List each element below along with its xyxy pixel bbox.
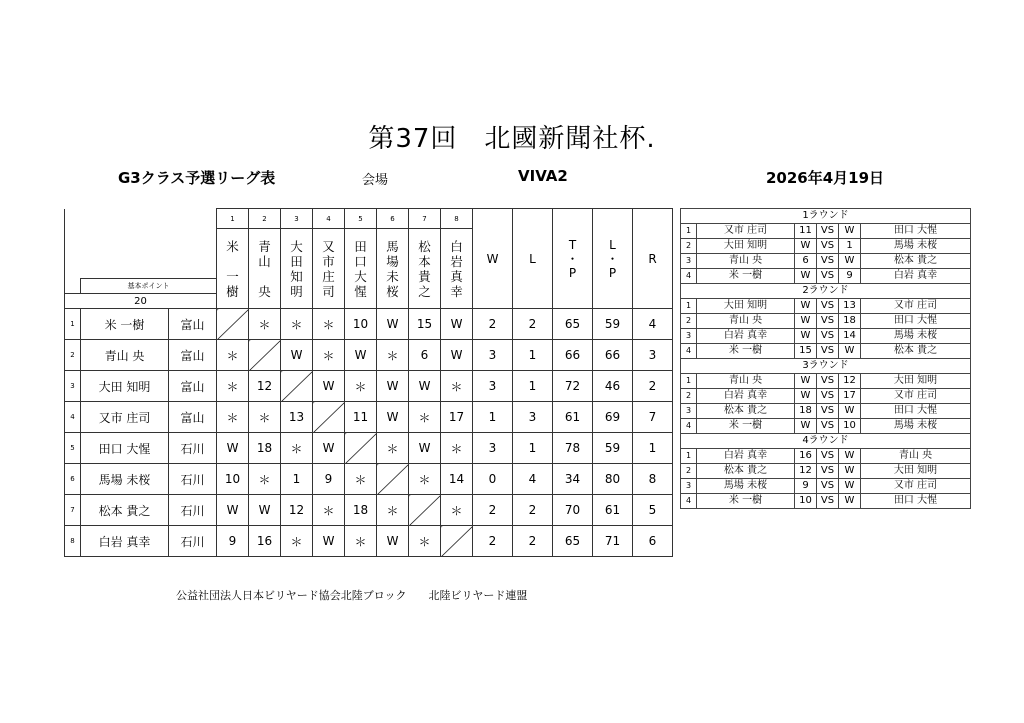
round-label: 4ラウンド [681, 434, 971, 449]
result-cell: W [345, 340, 377, 371]
stat-tp: 34 [553, 464, 593, 495]
result-cell: W [281, 340, 313, 371]
result-cell [249, 340, 281, 371]
match-row [681, 269, 971, 284]
match-row [681, 224, 971, 239]
match-number: 1 [681, 299, 697, 314]
stat-lp: 46 [593, 371, 633, 402]
event-date: 2026年4月19日 [766, 169, 885, 187]
match-player2: 松本 貴之 [861, 344, 971, 359]
stat-l: 2 [513, 526, 553, 557]
match-number: 4 [681, 419, 697, 434]
result-cell: ＊ [249, 464, 281, 495]
result-cell: ＊ [377, 495, 409, 526]
col-player-name: 青 山 央 [249, 229, 281, 309]
player-row [65, 464, 673, 495]
result-cell: ＊ [249, 402, 281, 433]
col-number: 1 [217, 209, 249, 229]
result-cell: ＊ [441, 371, 473, 402]
stat-tp: 61 [553, 402, 593, 433]
match-vs: VS [817, 254, 839, 269]
stat-header: T ・ P [553, 209, 593, 309]
result-cell: W [377, 371, 409, 402]
footer-organizers: 公益社団法人日本ビリヤード協会北陸ブロック 北陸ビリヤード連盟 [176, 589, 528, 602]
match-vs: VS [817, 479, 839, 494]
result-cell: ＊ [377, 433, 409, 464]
match-score1: 15 [795, 344, 817, 359]
player-row [65, 526, 673, 557]
match-row [681, 494, 971, 509]
match-score1: W [795, 329, 817, 344]
result-cell: ＊ [313, 340, 345, 371]
result-cell: W [313, 526, 345, 557]
match-score1: 12 [795, 464, 817, 479]
stat-w: 3 [473, 340, 513, 371]
col-number: 3 [281, 209, 313, 229]
match-player2: 大田 知明 [861, 374, 971, 389]
col-player-name: 田 口 大 惺 [345, 229, 377, 309]
match-number: 2 [681, 464, 697, 479]
match-row [681, 314, 971, 329]
player-number: 2 [65, 340, 81, 371]
match-vs: VS [817, 404, 839, 419]
player-name: 松本 貴之 [81, 495, 169, 526]
base-point-value: 20 [65, 294, 217, 309]
page-title: 第37回 北國新聞社杯. [368, 124, 656, 154]
player-prefecture: 石川 [169, 526, 217, 557]
result-cell: ＊ [313, 495, 345, 526]
match-score2: W [839, 224, 861, 239]
result-cell: W [377, 526, 409, 557]
result-cell [217, 309, 249, 340]
player-name: 米 一樹 [81, 309, 169, 340]
result-cell: W [217, 433, 249, 464]
player-prefecture: 富山 [169, 371, 217, 402]
result-cell: 9 [217, 526, 249, 557]
player-row [65, 340, 673, 371]
result-cell: 18 [345, 495, 377, 526]
match-player2: 又市 庄司 [861, 479, 971, 494]
league-table [64, 208, 673, 557]
stat-lp: 69 [593, 402, 633, 433]
match-row [681, 239, 971, 254]
stat-l: 1 [513, 340, 553, 371]
stat-l: 2 [513, 495, 553, 526]
header-corner [65, 209, 217, 279]
match-score1: W [795, 374, 817, 389]
rounds-table [680, 208, 971, 509]
player-row [65, 309, 673, 340]
match-number: 1 [681, 374, 697, 389]
player-row [65, 371, 673, 402]
match-player2: 田口 大惺 [861, 224, 971, 239]
match-player1: 米 一樹 [697, 494, 795, 509]
player-name: 青山 央 [81, 340, 169, 371]
match-row [681, 299, 971, 314]
match-score1: 6 [795, 254, 817, 269]
match-player2: 又市 庄司 [861, 389, 971, 404]
col-number: 4 [313, 209, 345, 229]
match-row [681, 449, 971, 464]
match-player2: 又市 庄司 [861, 299, 971, 314]
col-number: 2 [249, 209, 281, 229]
stat-r: 6 [633, 526, 673, 557]
match-score1: 10 [795, 494, 817, 509]
base-point-label: 基本ポイント [81, 279, 217, 294]
stat-header: R [633, 209, 673, 309]
match-score2: 10 [839, 419, 861, 434]
result-cell: W [377, 309, 409, 340]
result-cell [377, 464, 409, 495]
match-row [681, 254, 971, 269]
result-cell [313, 402, 345, 433]
stat-tp: 70 [553, 495, 593, 526]
match-number: 3 [681, 479, 697, 494]
stat-w: 3 [473, 433, 513, 464]
result-cell: W [409, 371, 441, 402]
match-player2: 田口 大惺 [861, 314, 971, 329]
col-player-name: 白 岩 真 幸 [441, 229, 473, 309]
match-vs: VS [817, 464, 839, 479]
match-row [681, 344, 971, 359]
match-number: 4 [681, 494, 697, 509]
match-score2: 1 [839, 239, 861, 254]
player-number: 8 [65, 526, 81, 557]
match-player2: 青山 央 [861, 449, 971, 464]
col-player-name: 松 本 貴 之 [409, 229, 441, 309]
result-cell: 12 [281, 495, 313, 526]
match-score2: 17 [839, 389, 861, 404]
match-player1: 米 一樹 [697, 419, 795, 434]
match-player1: 松本 貴之 [697, 404, 795, 419]
stat-r: 7 [633, 402, 673, 433]
player-prefecture: 富山 [169, 309, 217, 340]
match-player1: 又市 庄司 [697, 224, 795, 239]
match-player1: 青山 央 [697, 374, 795, 389]
result-cell: 11 [345, 402, 377, 433]
round-label: 3ラウンド [681, 359, 971, 374]
result-cell: 14 [441, 464, 473, 495]
result-cell: ＊ [377, 340, 409, 371]
player-number: 5 [65, 433, 81, 464]
match-score2: W [839, 344, 861, 359]
stat-tp: 78 [553, 433, 593, 464]
result-cell: ＊ [345, 371, 377, 402]
match-player1: 白岩 真幸 [697, 389, 795, 404]
player-number: 6 [65, 464, 81, 495]
match-player1: 馬場 未桜 [697, 479, 795, 494]
result-cell: ＊ [281, 526, 313, 557]
stat-lp: 59 [593, 309, 633, 340]
result-cell: W [441, 309, 473, 340]
match-row [681, 479, 971, 494]
stat-r: 4 [633, 309, 673, 340]
round-label: 2ラウンド [681, 284, 971, 299]
result-cell: ＊ [409, 464, 441, 495]
match-row [681, 404, 971, 419]
match-vs: VS [817, 299, 839, 314]
match-row [681, 374, 971, 389]
stat-tp: 72 [553, 371, 593, 402]
stat-r: 8 [633, 464, 673, 495]
match-score1: W [795, 269, 817, 284]
result-cell: W [441, 340, 473, 371]
stat-w: 0 [473, 464, 513, 495]
match-player2: 田口 大惺 [861, 404, 971, 419]
match-vs: VS [817, 494, 839, 509]
match-score1: 9 [795, 479, 817, 494]
stat-r: 1 [633, 433, 673, 464]
spacer [65, 279, 81, 294]
stat-w: 2 [473, 526, 513, 557]
match-number: 3 [681, 254, 697, 269]
stat-w: 1 [473, 402, 513, 433]
stat-header: L ・ P [593, 209, 633, 309]
player-number: 7 [65, 495, 81, 526]
result-cell: 12 [249, 371, 281, 402]
match-player1: 大田 知明 [697, 239, 795, 254]
match-player2: 白岩 真幸 [861, 269, 971, 284]
match-number: 3 [681, 329, 697, 344]
stat-w: 2 [473, 495, 513, 526]
match-score1: 18 [795, 404, 817, 419]
match-number: 1 [681, 449, 697, 464]
match-number: 2 [681, 314, 697, 329]
match-vs: VS [817, 419, 839, 434]
result-cell: 18 [249, 433, 281, 464]
stat-r: 5 [633, 495, 673, 526]
stat-r: 3 [633, 340, 673, 371]
match-number: 1 [681, 224, 697, 239]
match-score2: W [839, 494, 861, 509]
match-player1: 青山 央 [697, 314, 795, 329]
result-cell: ＊ [409, 526, 441, 557]
result-cell: ＊ [313, 309, 345, 340]
result-cell: ＊ [441, 433, 473, 464]
match-score2: W [839, 479, 861, 494]
col-player-name: 大 田 知 明 [281, 229, 313, 309]
player-prefecture: 石川 [169, 495, 217, 526]
match-score2: W [839, 404, 861, 419]
match-vs: VS [817, 389, 839, 404]
match-vs: VS [817, 269, 839, 284]
stat-tp: 66 [553, 340, 593, 371]
match-row [681, 389, 971, 404]
result-cell: 9 [313, 464, 345, 495]
stat-lp: 66 [593, 340, 633, 371]
result-cell: ＊ [409, 402, 441, 433]
match-score2: W [839, 254, 861, 269]
player-name: 馬場 未桜 [81, 464, 169, 495]
player-row [65, 402, 673, 433]
match-player1: 松本 貴之 [697, 464, 795, 479]
match-score2: 13 [839, 299, 861, 314]
match-vs: VS [817, 239, 839, 254]
match-number: 2 [681, 239, 697, 254]
stat-w: 3 [473, 371, 513, 402]
result-cell: W [217, 495, 249, 526]
match-score2: 18 [839, 314, 861, 329]
stat-l: 3 [513, 402, 553, 433]
player-number: 1 [65, 309, 81, 340]
col-player-name: 米 一 樹 [217, 229, 249, 309]
result-cell: 13 [281, 402, 313, 433]
match-vs: VS [817, 449, 839, 464]
match-player2: 大田 知明 [861, 464, 971, 479]
match-player2: 馬場 未桜 [861, 239, 971, 254]
col-player-name: 又 市 庄 司 [313, 229, 345, 309]
stat-header: W [473, 209, 513, 309]
stat-l: 1 [513, 433, 553, 464]
player-row [65, 433, 673, 464]
stat-tp: 65 [553, 309, 593, 340]
result-cell: ＊ [441, 495, 473, 526]
match-player2: 田口 大惺 [861, 494, 971, 509]
col-number: 7 [409, 209, 441, 229]
player-name: 大田 知明 [81, 371, 169, 402]
match-number: 2 [681, 389, 697, 404]
match-row [681, 419, 971, 434]
stat-lp: 59 [593, 433, 633, 464]
result-cell [345, 433, 377, 464]
match-player1: 青山 央 [697, 254, 795, 269]
match-number: 4 [681, 269, 697, 284]
match-score2: W [839, 449, 861, 464]
class-title: G3クラス予選リーグ表 [118, 169, 276, 187]
player-name: 田口 大惺 [81, 433, 169, 464]
match-score2: W [839, 464, 861, 479]
match-score1: 11 [795, 224, 817, 239]
venue-label: 会場 [362, 173, 389, 188]
match-player1: 白岩 真幸 [697, 449, 795, 464]
col-player-name: 馬 場 未 桜 [377, 229, 409, 309]
match-player1: 米 一樹 [697, 269, 795, 284]
stat-r: 2 [633, 371, 673, 402]
match-number: 3 [681, 404, 697, 419]
stat-lp: 71 [593, 526, 633, 557]
player-name: 白岩 真幸 [81, 526, 169, 557]
stat-header: L [513, 209, 553, 309]
result-cell [441, 526, 473, 557]
player-prefecture: 石川 [169, 464, 217, 495]
match-score1: W [795, 419, 817, 434]
stat-l: 4 [513, 464, 553, 495]
match-score2: 12 [839, 374, 861, 389]
result-cell: 10 [345, 309, 377, 340]
match-score1: W [795, 389, 817, 404]
result-cell: 1 [281, 464, 313, 495]
match-row [681, 464, 971, 479]
player-name: 又市 庄司 [81, 402, 169, 433]
stat-lp: 80 [593, 464, 633, 495]
result-cell: W [409, 433, 441, 464]
col-number: 5 [345, 209, 377, 229]
player-prefecture: 富山 [169, 340, 217, 371]
stat-l: 1 [513, 371, 553, 402]
result-cell: ＊ [345, 526, 377, 557]
match-score2: 9 [839, 269, 861, 284]
result-cell: ＊ [281, 433, 313, 464]
match-score1: W [795, 239, 817, 254]
player-prefecture: 石川 [169, 433, 217, 464]
result-cell [409, 495, 441, 526]
result-cell: 16 [249, 526, 281, 557]
round-label: 1ラウンド [681, 209, 971, 224]
player-number: 3 [65, 371, 81, 402]
match-player2: 松本 貴之 [861, 254, 971, 269]
result-cell: 6 [409, 340, 441, 371]
match-vs: VS [817, 374, 839, 389]
match-vs: VS [817, 329, 839, 344]
match-player1: 白岩 真幸 [697, 329, 795, 344]
match-vs: VS [817, 314, 839, 329]
col-number: 8 [441, 209, 473, 229]
result-cell: W [377, 402, 409, 433]
result-cell: 15 [409, 309, 441, 340]
match-player1: 大田 知明 [697, 299, 795, 314]
match-player2: 馬場 未桜 [861, 419, 971, 434]
player-number: 4 [65, 402, 81, 433]
result-cell: ＊ [217, 402, 249, 433]
stat-w: 2 [473, 309, 513, 340]
match-player1: 米 一樹 [697, 344, 795, 359]
result-cell: ＊ [249, 309, 281, 340]
player-row [65, 495, 673, 526]
match-vs: VS [817, 224, 839, 239]
col-number: 6 [377, 209, 409, 229]
player-prefecture: 富山 [169, 402, 217, 433]
result-cell: 17 [441, 402, 473, 433]
result-cell: ＊ [345, 464, 377, 495]
match-score1: W [795, 314, 817, 329]
stat-tp: 65 [553, 526, 593, 557]
stat-lp: 61 [593, 495, 633, 526]
match-vs: VS [817, 344, 839, 359]
result-cell: ＊ [217, 340, 249, 371]
result-cell: ＊ [281, 309, 313, 340]
match-score1: 16 [795, 449, 817, 464]
result-cell: ＊ [217, 371, 249, 402]
match-row [681, 329, 971, 344]
match-score2: 14 [839, 329, 861, 344]
stat-l: 2 [513, 309, 553, 340]
result-cell: W [313, 433, 345, 464]
result-cell: W [249, 495, 281, 526]
match-number: 4 [681, 344, 697, 359]
result-cell: W [313, 371, 345, 402]
match-score1: W [795, 299, 817, 314]
match-player2: 馬場 未桜 [861, 329, 971, 344]
result-cell: 10 [217, 464, 249, 495]
result-cell [281, 371, 313, 402]
venue-name: VIVA2 [518, 167, 568, 185]
